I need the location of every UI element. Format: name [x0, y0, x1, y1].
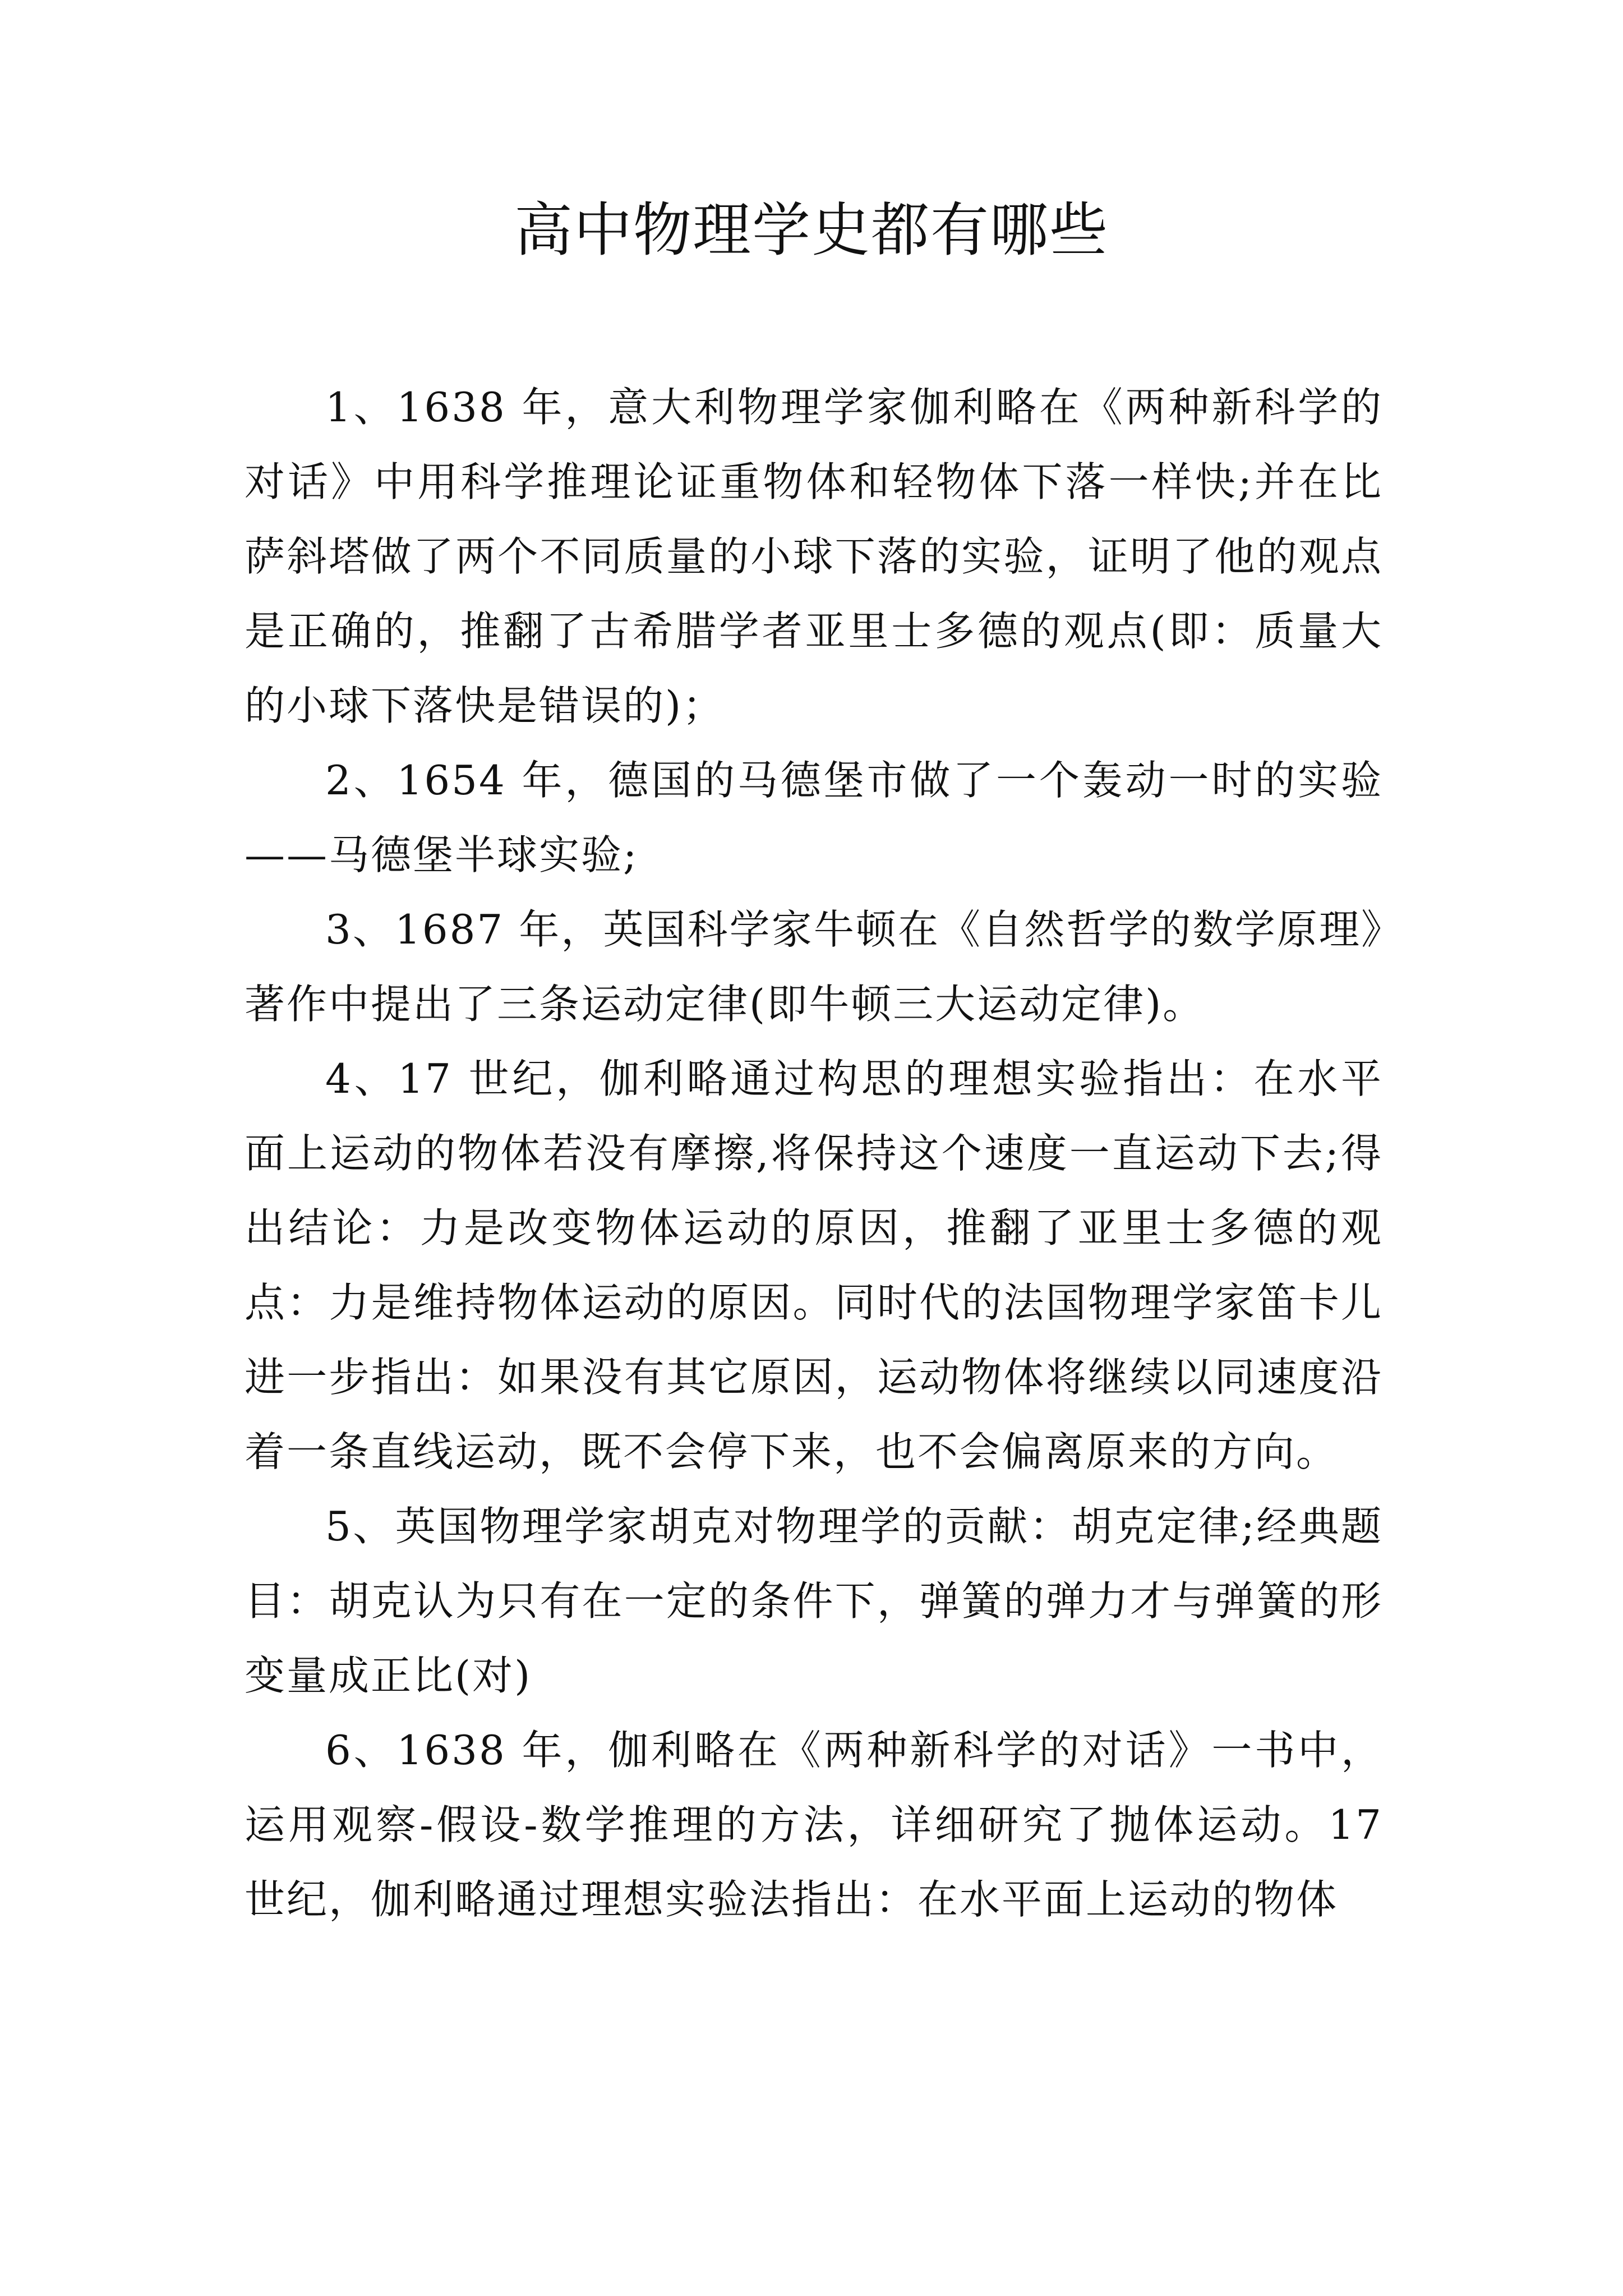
- document-body: [245, 370, 1383, 1937]
- paragraph-5: 5、英国物理学家胡克对物理学的贡献：胡克定律;经典题目：胡克认为只有在一定的条件下，弹簧的弹力才与弹簧的形变量成正比(对): [245, 1503, 1383, 1699]
- paragraph-6: 6、1638 年，伽利略在《两种新科学的对话》一书中，运用观察-假设-数学推理的方法，详细研究了抛体运动。17 世纪，伽利略通过理想实验法指出：在水平面上运动的物体: [245, 1727, 1383, 1923]
- paragraph-1: 1、1638 年，意大利物理学家伽利略在《两种新科学的对话》中用科学推理论证重物体和轻物体下落一样快;并在比萨斜塔做了两个不同质量的小球下落的实验，证明了他的观点是正确的，推翻了古希腊学者亚里士多德的观点(即：质量大的小球下落快是错误的)；: [245, 384, 1383, 729]
- paragraph-2: 2、1654 年，德国的马德堡市做了一个轰动一时的实验——马德堡半球实验;: [245, 757, 1383, 878]
- paragraph-4: 4、17 世纪，伽利略通过构思的理想实验指出：在水平面上运动的物体若没有摩擦,将保持这个速度一直运动下去;得出结论：力是改变物体运动的原因，推翻了亚里士多德的观点：力是维持物体运动的原因。同时代的法国物理学家笛卡儿进一步指出：如果没有其它原因，运动物体将继续以同速度沿着一条直线运动，既不会停下来，也不会偏离原来的方向。: [245, 1055, 1383, 1475]
- paragraph-3: 3、1687 年，英国科学家牛顿在《自然哲学的数学原理》著作中提出了三条运动定律(即牛顿三大运动定律)。: [245, 906, 1383, 1028]
- document-title: 高中物理学史都有哪些: [514, 196, 1109, 264]
